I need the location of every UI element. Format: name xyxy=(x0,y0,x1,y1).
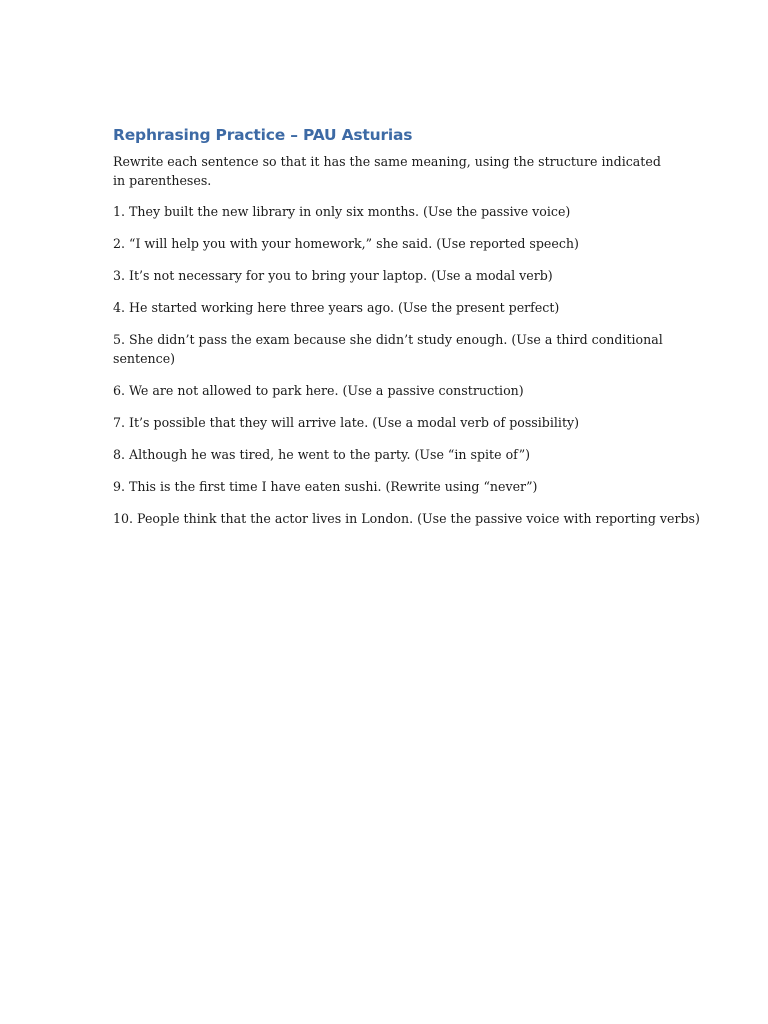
document-body xyxy=(113,124,700,542)
exercise-item-2: 2. “I will help you with your homework,” she said. (Use reported speech) xyxy=(113,236,579,251)
exercise-item-10: 10. People think that the actor lives in London. (Use the passive voice with reporting verbs) xyxy=(113,510,700,526)
exercise-item-8: 8. Although he was tired, he went to the party. (Use “in spite of”) xyxy=(113,446,531,462)
exercise-item-6: 6. We are not allowed to park here. (Use a passive construction) xyxy=(113,382,524,398)
document-title: Rephrasing Practice – PAU Asturias xyxy=(113,126,413,144)
exercise-item-1: 1. They built the new library in only six months. (Use the passive voice) xyxy=(113,204,571,219)
exercise-item-4: 4. He started working here three years ago. (Use the present perfect) xyxy=(113,300,560,315)
exercise-list xyxy=(113,203,700,528)
exercise-item-5: 5. She didn’t pass the exam because she didn’t study enough. (Use a third conditional sentence) xyxy=(113,332,663,366)
exercise-item-3: 3. It’s not necessary for you to bring your laptop. (Use a modal verb) xyxy=(113,268,553,283)
exercise-item-7: 7. It’s possible that they will arrive late. (Use a modal verb of possibility) xyxy=(113,414,580,430)
exercise-item-9: 9. This is the first time I have eaten sushi. (Rewrite using “never”) xyxy=(113,478,538,494)
instructions-paragraph: Rewrite each sentence so that it has the same meaning, using the structure indicated in parentheses. xyxy=(113,154,661,188)
